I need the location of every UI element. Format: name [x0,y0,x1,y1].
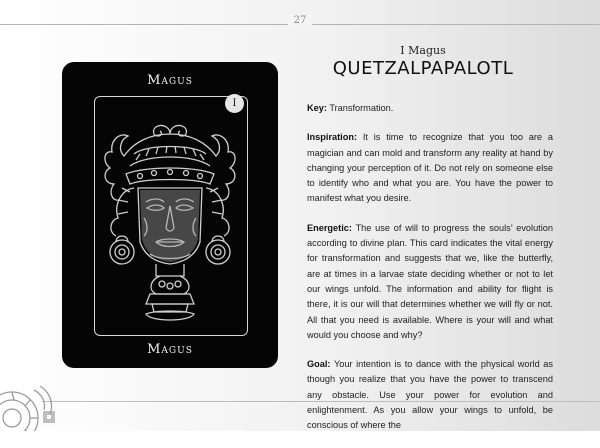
section-key: Key: Transformation. [307,103,394,113]
card-label-bottom: Magus [147,342,193,357]
page-number: 27 [0,15,600,26]
card-title-heading: QUETZALPAPALOTL [332,58,514,79]
card-number-badge: I [225,94,244,113]
bottom-rule [42,401,600,402]
section-inspiration: Inspiration: It is time to recognize that you too are a magician and can mold and transform any reality at hand by changing your perception of it. Do not rely on someone else to identify who and what you are. You have the power to manifest what you desire. [307,132,553,204]
quetzalpapalotl-mask-icon [90,114,250,344]
card-label-top: Magus [147,73,193,88]
card-description [307,101,553,448]
card-subtitle: I Magus [400,44,446,57]
section-energetic: Energetic: The use of will to progress the souls’ evolution according to divine plan. This card indicates the vital energy for transformation and suggests that we, like the butterfly, are at times in a larvae state deciding whether or not to let our wings unfold. The information and ability for flight is there, it is our will that determines whether we will fly or not. All that you need is available. Where is your will and what would you choose and why? [307,222,553,340]
aztec-sun-ornament-icon [0,378,56,431]
section-goal: Goal: Your intention is to dance with the physical world as though you realize that you have the power to transcend any obstacle. Use your power for evolution and enlightenment. As you allow your wings to unfold, be conscious of where the [307,359,554,431]
tarot-card [62,62,278,368]
